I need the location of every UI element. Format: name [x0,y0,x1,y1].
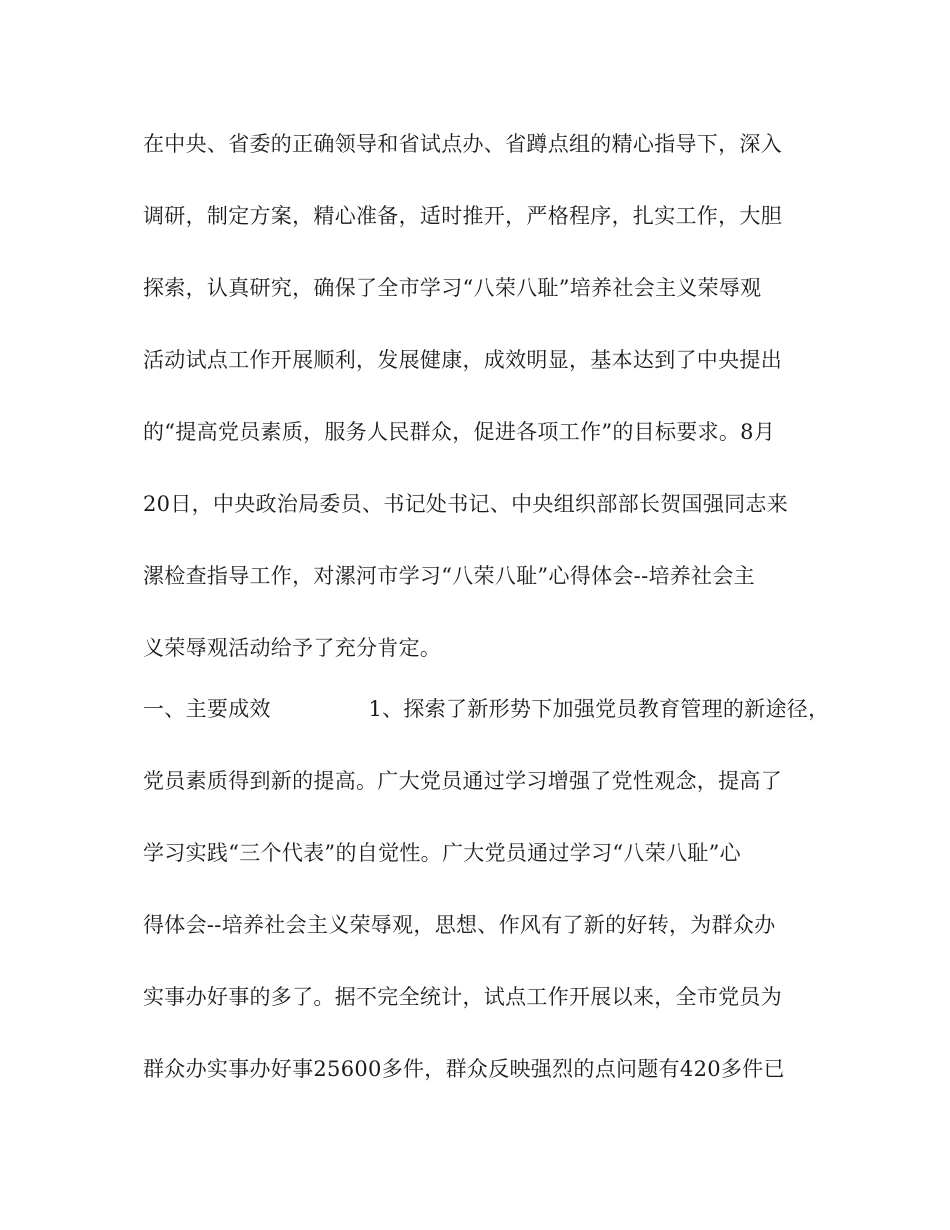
text-line: 的“提高党员素质，服务人民群众，促进各项工作”的目标要求。8月 [143,420,776,444]
text-line: 调研，制定方案，精心准备，适时推开，严格程序，扎实工作，大胆 [143,204,782,228]
text-line: 义荣辱观活动给予了充分肯定。 [143,636,442,660]
text-line: 得体会--培养社会主义荣辱观，思想、作风有了新的好转，为群众办 [143,913,776,937]
text-line: 实事办好事的多了。据不完全统计，试点工作开展以来，全市党员为 [143,985,782,1009]
text-line: 20日，中央政治局委员、书记处书记、中央组织部部长贺国强同志来 [143,492,789,516]
text-line: 学习实践“三个代表”的自觉性。广大党员通过学习“八荣八耻”心 [143,841,741,865]
section-heading-line: 一、主要成效 1、探索了新形势下加强党员教育管理的新途径， [143,697,830,721]
text-line: 探索，认真研究，确保了全市学习“八荣八耻”培养社会主义荣辱观 [143,276,762,300]
text-line: 漯检查指导工作，对漯河市学习“八荣八耻”心得体会--培养社会主 [143,564,755,588]
text-line: 活动试点工作开展顺利，发展健康，成效明显，基本达到了中央提出 [143,348,782,372]
text-line: 党员素质得到新的提高。广大党员通过学习增强了党性观念，提高了 [143,769,782,793]
text-line: 在中央、省委的正确领导和省试点办、省蹲点组的精心指导下，深入 [143,132,782,156]
text-line: 群众办实事办好事25600多件，群众反映强烈的点问题有420多件已 [143,1057,785,1081]
